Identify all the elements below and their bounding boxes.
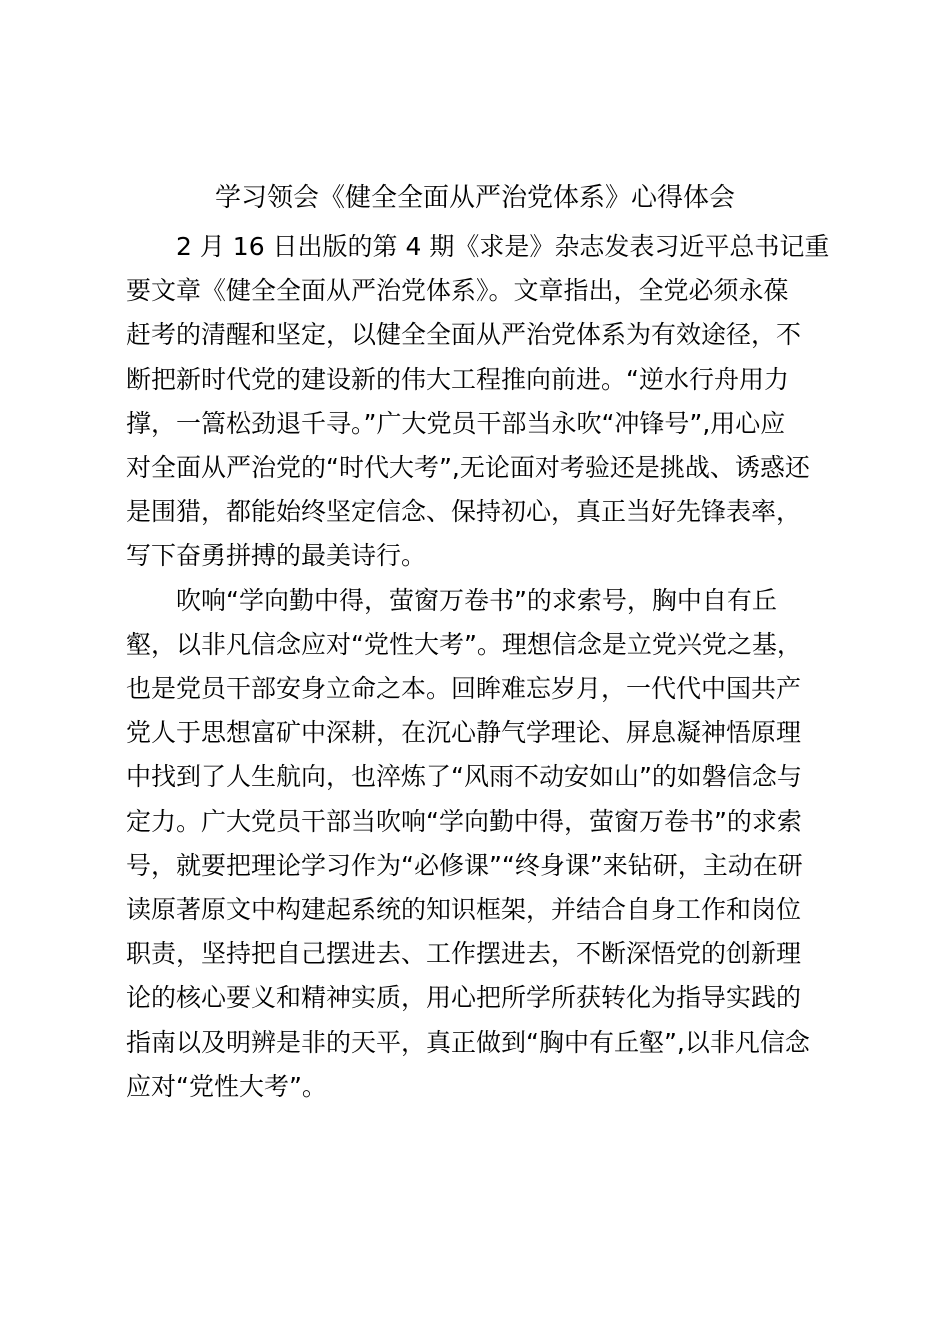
paragraph-line: 赶考的清醒和坚定，以健全全面从严治党体系为有效途径，不	[126, 320, 802, 350]
paragraph-line: 撑，一篙松劲退千寻。”广大党员干部当永吹“冲锋号”,用心应	[126, 408, 786, 438]
paragraph-line: 也是党员干部安身立命之本。回眸难忘岁月，一代代中国共产	[126, 674, 802, 704]
paragraph-2	[126, 579, 826, 1109]
paragraph-line: 论的核心要义和精神实质，用心把所学所获转化为指导实践的	[126, 983, 802, 1013]
paragraph-line: 断把新时代党的建设新的伟大工程推向前进。“逆水行舟用力	[126, 364, 789, 394]
document-body	[126, 225, 830, 1109]
paragraph-line: 写下奋勇拼搏的最美诗行。	[126, 541, 427, 571]
paragraph-line: 应对“党性大考”。	[126, 1071, 327, 1101]
paragraph-line: 2 月 16 日出版的第 4 期《求是》杂志发表习近平总书记重	[176, 232, 830, 261]
paragraph-line: 党人于思想富矿中深耕，在沉心静气学理论、屏息凝神悟原理	[126, 718, 802, 748]
paragraph-line: 定力。广大党员干部当吹响“学向勤中得，萤窗万卷书”的求索	[126, 806, 802, 836]
paragraph-line: 指南以及明辨是非的天平，真正做到“胸中有丘壑”,以非凡信念	[126, 1027, 810, 1057]
paragraph-1	[126, 225, 830, 579]
document-title: 学习领会《健全全面从严治党体系》心得体会	[214, 183, 735, 213]
paragraph-line: 是围猎，都能始终坚定信念、保持初心，真正当好先锋表率，	[126, 497, 802, 527]
paragraph-line: 读原著原文中构建起系统的知识框架，并结合自身工作和岗位	[126, 895, 802, 925]
paragraph-line: 对全面从严治党的“时代大考”,无论面对考验还是挑战、诱惑还	[126, 453, 810, 483]
paragraph-line: 要文章《健全全面从严治党体系》。文章指出，全党必须永葆	[126, 276, 789, 306]
paragraph-line: 吹响“学向勤中得，萤窗万卷书”的求索号，胸中自有丘	[176, 585, 777, 615]
paragraph-line: 号，就要把理论学习作为“必修课”“终身课”来钻研，主动在研	[126, 850, 803, 880]
paragraph-line: 职责，坚持把自己摆进去、工作摆进去，不断深悟党的创新理	[126, 939, 802, 969]
paragraph-line: 壑，以非凡信念应对“党性大考”。理想信念是立党兴党之基，	[126, 629, 802, 659]
paragraph-line: 中找到了人生航向，也淬炼了“风雨不动安如山”的如磐信念与	[126, 762, 802, 792]
